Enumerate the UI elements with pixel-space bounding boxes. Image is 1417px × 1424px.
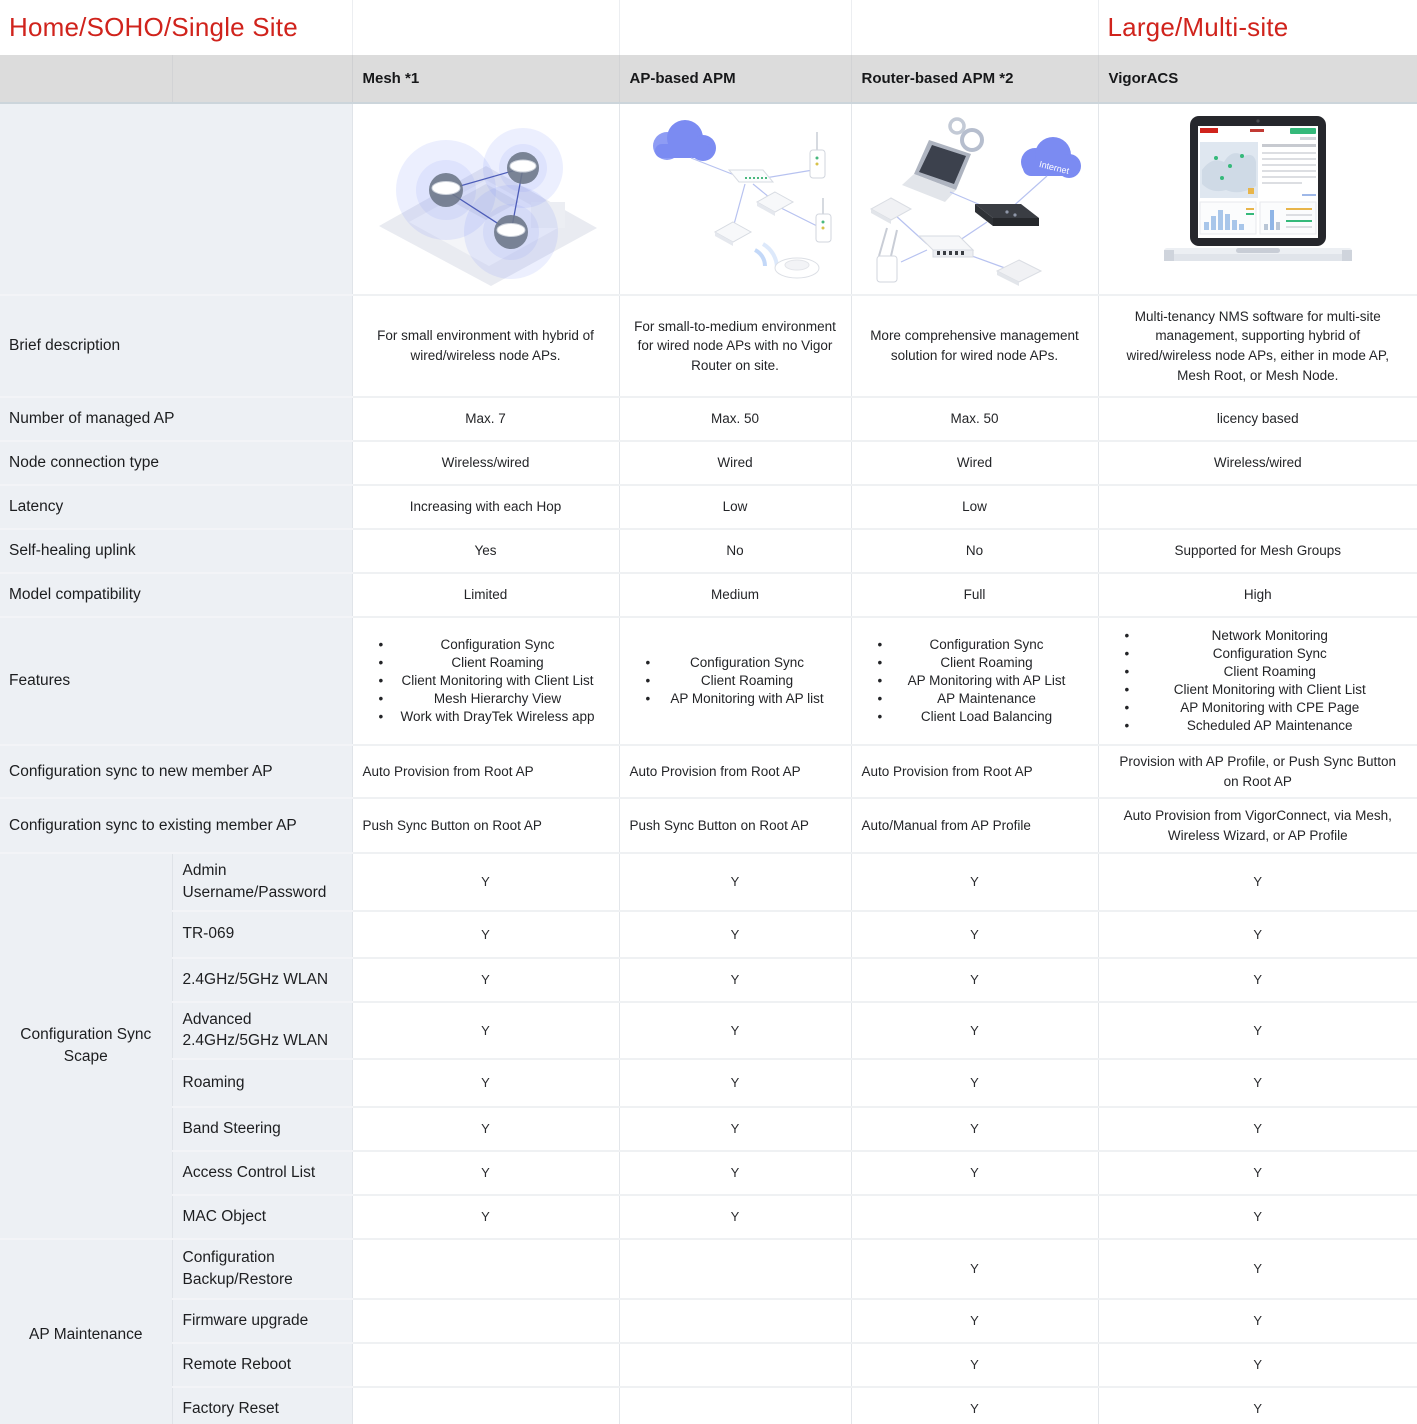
sub-row-label: 2.4GHz/5GHz WLAN bbox=[172, 958, 352, 1002]
spec-row bbox=[0, 441, 1417, 485]
support-mark: Y bbox=[1098, 958, 1417, 1002]
mesh-ap-node bbox=[507, 152, 539, 184]
traffic-chart-panel bbox=[1200, 202, 1256, 234]
row-label: Number of managed AP bbox=[0, 397, 352, 441]
sub-row-label: Access Control List bbox=[172, 1151, 352, 1195]
mesh-illustration-cell bbox=[352, 103, 619, 295]
support-mark: Y bbox=[851, 1002, 1098, 1059]
feature-item: • Configuration Sync bbox=[858, 636, 1092, 654]
support-mark: Y bbox=[1098, 1059, 1417, 1107]
features-list bbox=[1099, 625, 1417, 737]
sub-row-label: Firmware upgrade bbox=[172, 1299, 352, 1343]
feature-item: • Client Roaming bbox=[858, 654, 1092, 672]
support-mark: Y bbox=[1098, 1002, 1417, 1059]
cell-value: Yes bbox=[352, 529, 619, 573]
row-label: Configuration sync to new member AP bbox=[0, 745, 352, 798]
cell-value: Max. 7 bbox=[352, 397, 619, 441]
header-empty-cell bbox=[0, 55, 172, 103]
cell-value: Wireless/wired bbox=[352, 441, 619, 485]
ceiling-ap-icon bbox=[757, 192, 793, 216]
support-mark bbox=[352, 1239, 619, 1299]
support-mark bbox=[352, 1343, 619, 1387]
row-label: Node connection type bbox=[0, 441, 352, 485]
cell-value: Push Sync Button on Root AP bbox=[619, 798, 851, 853]
svg-text:Internet: Internet bbox=[1038, 159, 1071, 177]
support-mark: Y bbox=[352, 1059, 619, 1107]
group-row bbox=[0, 1239, 1417, 1299]
ceiling-ap-disc-icon bbox=[775, 258, 819, 278]
group-row bbox=[0, 1195, 1417, 1239]
features-list bbox=[353, 634, 619, 728]
support-mark: Y bbox=[352, 911, 619, 958]
ceiling-ap-icon bbox=[871, 198, 911, 224]
wall-ap-icon bbox=[810, 132, 825, 178]
wall-ap-icon bbox=[816, 198, 831, 242]
support-mark: Y bbox=[1098, 1343, 1417, 1387]
column-header-mesh: Mesh *1 bbox=[352, 55, 619, 103]
group-row bbox=[0, 1002, 1417, 1059]
title-gap-cell bbox=[352, 0, 619, 55]
feature-item: • Configuration Sync bbox=[626, 654, 845, 672]
support-mark: Y bbox=[619, 1059, 851, 1107]
feature-item: • Mesh Hierarchy View bbox=[359, 690, 613, 708]
features-cell bbox=[352, 617, 619, 745]
group-row bbox=[0, 1107, 1417, 1151]
support-mark: Y bbox=[1098, 1107, 1417, 1151]
row-label: Model compatibility bbox=[0, 573, 352, 617]
cell-value: Wireless/wired bbox=[1098, 441, 1417, 485]
group-row bbox=[0, 1299, 1417, 1343]
cell-value: Max. 50 bbox=[619, 397, 851, 441]
sub-row-label: Roaming bbox=[172, 1059, 352, 1107]
feature-item: • Client Roaming bbox=[1105, 663, 1412, 681]
row-label: Features bbox=[0, 617, 352, 745]
cell-value: For small environment with hybrid of wired/wireless node APs. bbox=[352, 295, 619, 397]
support-mark: Y bbox=[619, 853, 851, 910]
feature-item: • Scheduled AP Maintenance bbox=[1105, 717, 1412, 735]
cell-value: Supported for Mesh Groups bbox=[1098, 529, 1417, 573]
column-header-ap-based-apm: AP-based APM bbox=[619, 55, 851, 103]
support-mark bbox=[619, 1343, 851, 1387]
group-row bbox=[0, 1387, 1417, 1424]
cell-value: Increasing with each Hop bbox=[352, 485, 619, 529]
router-based-apm-illustration-cell bbox=[851, 103, 1098, 295]
feature-item: • Network Monitoring bbox=[1105, 627, 1412, 645]
cell-value: More comprehensive management solution for wired node APs. bbox=[851, 295, 1098, 397]
row-label: Configuration sync to existing member AP bbox=[0, 798, 352, 853]
spec-row bbox=[0, 529, 1417, 573]
feature-item: • AP Monitoring with AP list bbox=[626, 690, 845, 708]
cell-value: Wired bbox=[851, 441, 1098, 485]
sub-row-label: TR-069 bbox=[172, 911, 352, 958]
support-mark: Y bbox=[352, 1151, 619, 1195]
support-mark: Y bbox=[352, 1002, 619, 1059]
group-row bbox=[0, 1151, 1417, 1195]
illustration-row bbox=[0, 103, 1417, 295]
section-title-home-soho: Home/SOHO/Single Site bbox=[9, 12, 298, 42]
support-mark: Y bbox=[851, 1299, 1098, 1343]
support-mark bbox=[352, 1387, 619, 1424]
group-row bbox=[0, 958, 1417, 1002]
ap-based-apm-illustration-cell bbox=[619, 103, 851, 295]
switch-icon bbox=[919, 236, 973, 257]
features-list bbox=[852, 634, 1098, 728]
support-mark: Y bbox=[1098, 1151, 1417, 1195]
row-label: Self-healing uplink bbox=[0, 529, 352, 573]
support-mark: Y bbox=[1098, 1299, 1417, 1343]
feature-item: • Client Roaming bbox=[626, 672, 845, 690]
support-mark: Y bbox=[1098, 1387, 1417, 1424]
cell-value: Auto Provision from Root AP bbox=[619, 745, 851, 798]
support-mark: Y bbox=[851, 1387, 1098, 1424]
features-list bbox=[620, 652, 851, 710]
sub-row-label: Factory Reset bbox=[172, 1387, 352, 1424]
cell-value: Full bbox=[851, 573, 1098, 617]
group-label: AP Maintenance bbox=[0, 1239, 172, 1424]
vigoracs-dashboard-illustration bbox=[1118, 110, 1398, 288]
features-cell bbox=[619, 617, 851, 745]
cell-value: Low bbox=[619, 485, 851, 529]
feature-item: • Client Monitoring with Client List bbox=[359, 672, 613, 690]
cell-value: For small-to-medium environment for wired node APs with no Vigor Router on site. bbox=[619, 295, 851, 397]
laptop-base bbox=[1164, 248, 1352, 261]
support-mark: Y bbox=[1098, 911, 1417, 958]
vigoracs-illustration-cell bbox=[1098, 103, 1417, 295]
sub-row-label: Advanced 2.4GHz/5GHz WLAN bbox=[172, 1002, 352, 1059]
spec-row bbox=[0, 295, 1417, 397]
section-title-large-multisite: Large/Multi-site bbox=[1107, 12, 1289, 42]
support-mark: Y bbox=[619, 911, 851, 958]
cell-value: Medium bbox=[619, 573, 851, 617]
header-empty-cell bbox=[172, 55, 352, 103]
column-header-row bbox=[0, 55, 1417, 103]
title-gap-cell bbox=[851, 0, 1098, 55]
support-mark: Y bbox=[1098, 1195, 1417, 1239]
feature-item: • AP Maintenance bbox=[858, 690, 1092, 708]
title-row bbox=[0, 0, 1417, 55]
support-mark: Y bbox=[619, 1002, 851, 1059]
cell-value: Wired bbox=[619, 441, 851, 485]
support-mark: Y bbox=[619, 1151, 851, 1195]
column-header-router-based-apm: Router-based APM *2 bbox=[851, 55, 1098, 103]
cell-value: licency based bbox=[1098, 397, 1417, 441]
feature-item: • Client Load Balancing bbox=[858, 708, 1092, 726]
router-based-apm-illustration bbox=[857, 110, 1092, 288]
ap-based-apm-illustration bbox=[625, 110, 845, 288]
group-row bbox=[0, 853, 1417, 910]
spec-row bbox=[0, 485, 1417, 529]
cell-value: Push Sync Button on Root AP bbox=[352, 798, 619, 853]
group-row bbox=[0, 1343, 1417, 1387]
support-mark: Y bbox=[851, 1151, 1098, 1195]
cell-value: High bbox=[1098, 573, 1417, 617]
cell-value: Auto Provision from Root AP bbox=[352, 745, 619, 798]
config-sync-row bbox=[0, 745, 1417, 798]
features-row bbox=[0, 617, 1417, 745]
feature-item: • Work with DrayTek Wireless app bbox=[359, 708, 613, 726]
alarm-chart-panel bbox=[1260, 202, 1316, 234]
cell-value: Limited bbox=[352, 573, 619, 617]
support-mark bbox=[851, 1195, 1098, 1239]
title-gap-cell bbox=[619, 0, 851, 55]
spec-row bbox=[0, 397, 1417, 441]
support-mark: Y bbox=[352, 853, 619, 910]
ceiling-ap-icon bbox=[997, 260, 1041, 286]
feature-item: • Configuration Sync bbox=[1105, 645, 1412, 663]
support-mark: Y bbox=[619, 1195, 851, 1239]
antenna-ap-icon bbox=[877, 228, 897, 282]
cell-value: No bbox=[851, 529, 1098, 573]
cell-value: Provision with AP Profile, or Push Sync Button on Root AP bbox=[1098, 745, 1417, 798]
sub-row-label: Band Steering bbox=[172, 1107, 352, 1151]
feature-item: • Client Monitoring with Client List bbox=[1105, 681, 1412, 699]
support-mark bbox=[619, 1299, 851, 1343]
spec-row bbox=[0, 573, 1417, 617]
feature-item: • Client Roaming bbox=[359, 654, 613, 672]
support-mark: Y bbox=[352, 1195, 619, 1239]
feature-item: • AP Monitoring with AP List bbox=[858, 672, 1092, 690]
sub-row-label: Remote Reboot bbox=[172, 1343, 352, 1387]
support-mark bbox=[352, 1299, 619, 1343]
cell-value: Auto Provision from Root AP bbox=[851, 745, 1098, 798]
switch-icon bbox=[729, 170, 773, 182]
cell-value: Low bbox=[851, 485, 1098, 529]
ceiling-ap-icon bbox=[715, 222, 751, 246]
cell-value: Auto Provision from VigorConnect, via Mesh, Wireless Wizard, or AP Profile bbox=[1098, 798, 1417, 853]
cell-value: No bbox=[619, 529, 851, 573]
mesh-ap-node bbox=[429, 173, 463, 207]
support-mark: Y bbox=[851, 1059, 1098, 1107]
internet-cloud-icon bbox=[1021, 137, 1081, 178]
cell-value: Max. 50 bbox=[851, 397, 1098, 441]
support-mark: Y bbox=[352, 1107, 619, 1151]
support-mark bbox=[619, 1239, 851, 1299]
group-row bbox=[0, 911, 1417, 958]
sub-row-label: Admin Username/Password bbox=[172, 853, 352, 910]
wifi-arc-icon bbox=[755, 244, 777, 268]
map-panel bbox=[1200, 142, 1258, 198]
cloud-icon bbox=[653, 120, 716, 161]
support-mark: Y bbox=[851, 1107, 1098, 1151]
illustration-row-label-cell bbox=[0, 103, 352, 295]
sub-row-label: MAC Object bbox=[172, 1195, 352, 1239]
support-mark: Y bbox=[851, 1343, 1098, 1387]
mesh-ap-node bbox=[494, 215, 528, 249]
support-mark: Y bbox=[619, 958, 851, 1002]
cell-value bbox=[1098, 485, 1417, 529]
support-mark: Y bbox=[1098, 853, 1417, 910]
features-cell bbox=[1098, 617, 1417, 745]
support-mark: Y bbox=[851, 911, 1098, 958]
features-cell bbox=[851, 617, 1098, 745]
group-row bbox=[0, 1059, 1417, 1107]
support-mark: Y bbox=[851, 1239, 1098, 1299]
laptop-icon bbox=[902, 140, 971, 202]
support-mark: Y bbox=[352, 958, 619, 1002]
sub-row-label: Configuration Backup/Restore bbox=[172, 1239, 352, 1299]
cell-value: Auto/Manual from AP Profile bbox=[851, 798, 1098, 853]
row-label: Brief description bbox=[0, 295, 352, 397]
support-mark bbox=[619, 1387, 851, 1424]
cell-value: Multi-tenancy NMS software for multi-site management, supporting hybrid of wired/wireless node APs, either in mode AP, Mesh Root, or Mesh Node. bbox=[1098, 295, 1417, 397]
support-mark: Y bbox=[1098, 1239, 1417, 1299]
row-label: Latency bbox=[0, 485, 352, 529]
router-icon bbox=[975, 204, 1039, 226]
column-header-vigoracs: VigorACS bbox=[1098, 55, 1417, 103]
group-label: Configuration Sync Scape bbox=[0, 853, 172, 1239]
mesh-network-illustration bbox=[361, 110, 611, 288]
config-sync-row bbox=[0, 798, 1417, 853]
support-mark: Y bbox=[851, 958, 1098, 1002]
gear-icon bbox=[950, 119, 982, 150]
support-mark: Y bbox=[619, 1107, 851, 1151]
support-mark: Y bbox=[851, 853, 1098, 910]
feature-item: • AP Monitoring with CPE Page bbox=[1105, 699, 1412, 717]
feature-item: • Configuration Sync bbox=[359, 636, 613, 654]
